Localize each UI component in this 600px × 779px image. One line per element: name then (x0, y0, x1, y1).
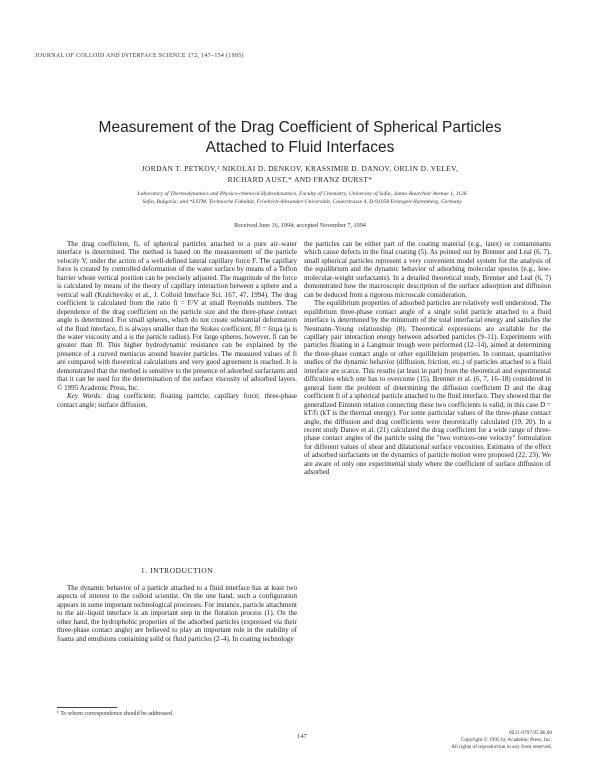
copyright-line-3: All rights of reproduction in any form reserved. (451, 744, 552, 750)
right-column-paragraph-2: The equilibrium properties of adsorbed particles are relatively well understood. The equilibrium three-phase contact angle of a single solid particle attached to a fluid interface is determined by the minimum of the total interfacial energy and satisfies the Neumann–Young relationship (8). Theoretical expressions are available for the capillary pair interaction energy between adsorbed particles (9–11). Experiments with particles floating in a Langmuir trough were performed (12–14), aimed at determining the three-phase contact angle or other equilibrium properties. In contrast, quantitative studies of the dynamic behavior (diffusion, friction, etc.) of particles attached to a fluid interface are scarce. This results (at least in part) from the theoretical and experimental difficulties which one has to overcome (15). Brenner et al. (6, 7, 16–18) considered in general form the problem of determining the diffusion coefficient D and the drag coefficient fi of a spherical particle attached to the fluid interface. They showed that the generalized Einstein relation connecting these two coefficients is valid; in this case D = kT/fi (kT is the thermal energy). For some particular values of the three-phase contact angle, the diffusion and drag coefficients were theoretically calculated (19, 20). In a recent study Danov et al. (21) calculated the drag coefficient for a wide range of three-phase contact angles of the particle using the "two vortices-one velocity" formulation for different values of shear and dilatational surface viscosities. Estimates of the effect of adsorbed surfactants on the dynamics of particle motion were proposed (22, 23). We are aware of only one experimental study where the coefficient of surface diffusion of adsorbed (304, 299, 551, 477)
keywords (57, 392, 297, 409)
abstract-text: The drag coefficient, fi, of spherical particles attached to a pure air–water interface is determined. The method is based on the measurement of the particle velocity V, under the action of a well-defined lateral capillary force F. The capillary force is created by controlled deformation of the water surface by means of a Teflon barrier whose vertical position can be precisely adjusted. The magnitude of the force is calculated by means of the theory of capillary interaction between a sphere and a vertical wall (Kralchevsky et al., J. Colloid Interface Sci. 167, 47, 1994). The drag coefficient is calculated from the ratio fi = F/V at small Reynolds numbers. The dependence of the drag coefficient on the particle size and the three-phase contact angle is determined. For small spheres, which do not create substantial deformation of the fluid interface, fi is always smaller than the Stokes coefficient, f0 = 6πμa (μ is the water viscosity and a is the particle radius). For large spheres, however, fi can be greater than f0. This higher hydrodynamic resistance can be explained by the presence of a curved meniscus around heavier particles. The measured values of fi are compared with theoretical calculations and very good agreement is reached. It is demonstrated that the method is sensitive to the presence of adsorbed surfactants and that it can be used for the determination of the surface viscosity of adsorbed layers. © 1995 Academic Press, Inc. (57, 240, 297, 392)
affiliation-line-2: Sofia, Bulgaria; and *LSTM, Technische Fakultät, Friedrich-Alexander-Universität, Cauerstrasse 4, D-91058 Erlangen-Nuremberg, Germany (142, 199, 462, 205)
authors-line-1: JORDAN T. PETKOV,¹ NIKOLAI D. DENKOV, KRASSIMIR D. DANOV, ORLIN D. VELEV, (141, 164, 459, 173)
keywords-label: Key Words: (67, 392, 103, 401)
right-column-paragraph-1: the particles can be either part of the coating material (e.g., latex) or contaminants which cause defects in the final coating (5). As pointed out by Brenner and Leal (6, 7), small spherical particles represent a very convenient model system for the analysis of the equilibrium and the dynamic behavior of adsorbing molecular species (e.g., low-molecular-weight surfactants). In a detailed theoretical study, Brenner and Leal (6, 7) demonstrated how the macroscopic description of the surface adsorption and diffusion can be deduced from a rigorous microscale consideration. (304, 240, 551, 299)
affiliation-line-1: Laboratory of Thermodynamics and Physico-chemical Hydrodynamics, Faculty of Chemistry, University of Sofia, James Bourchier Avenue 1, 1126 (137, 191, 467, 197)
copyright-line-2: Copyright © 1995 by Academic Press, Inc. (460, 737, 552, 743)
section-heading-introduction: 1. INTRODUCTION (140, 566, 214, 575)
right-column-body (304, 240, 551, 477)
keywords-text: drag coefficient; floating particle; capillary force; three-phase contact angle; surface diffusion. (57, 392, 298, 409)
abstract (57, 240, 297, 409)
article-title (40, 118, 560, 158)
copyright-notice (440, 730, 552, 751)
page-number: 147 (297, 733, 307, 740)
running-head: JOURNAL OF COLLOID AND INTERFACE SCIENCE 172, 147–154 (1995) (35, 53, 244, 59)
authors-line-2: RICHARD AUST,* AND FRANZ DURST* (227, 175, 373, 184)
received-dates: Received June 16, 1994; accepted November 7, 1994 (234, 222, 366, 229)
affiliations (52, 190, 552, 206)
copyright-line-1: 0021-9797/95 $6.00 (509, 730, 552, 736)
introduction-paragraph: The dynamic behavior of a particle attached to a fluid interface has at least two aspects of interest to the colloid scientist. On the one hand, such a configuration appears in some important technological processes. For instance, particle attachment to the air–liquid interface is an important step in the flotation process (1). On the other hand, the hydrophobic properties of the adsorbed particles (expressed via their three-phase contact angle) are believed to play an important role in the stability of foams and emulsions containing solid or fluid particles (2–4). In coating technology (57, 584, 297, 643)
title-line-2: Attached to Fluid Interfaces (205, 139, 395, 156)
footnote: ¹ To whom correspondence should be addressed. (57, 711, 174, 717)
introduction-body (57, 584, 297, 643)
author-list (40, 163, 560, 185)
footnote-divider (57, 707, 117, 708)
title-line-1: Measurement of the Drag Coefficient of Spherical Particles (98, 119, 502, 136)
